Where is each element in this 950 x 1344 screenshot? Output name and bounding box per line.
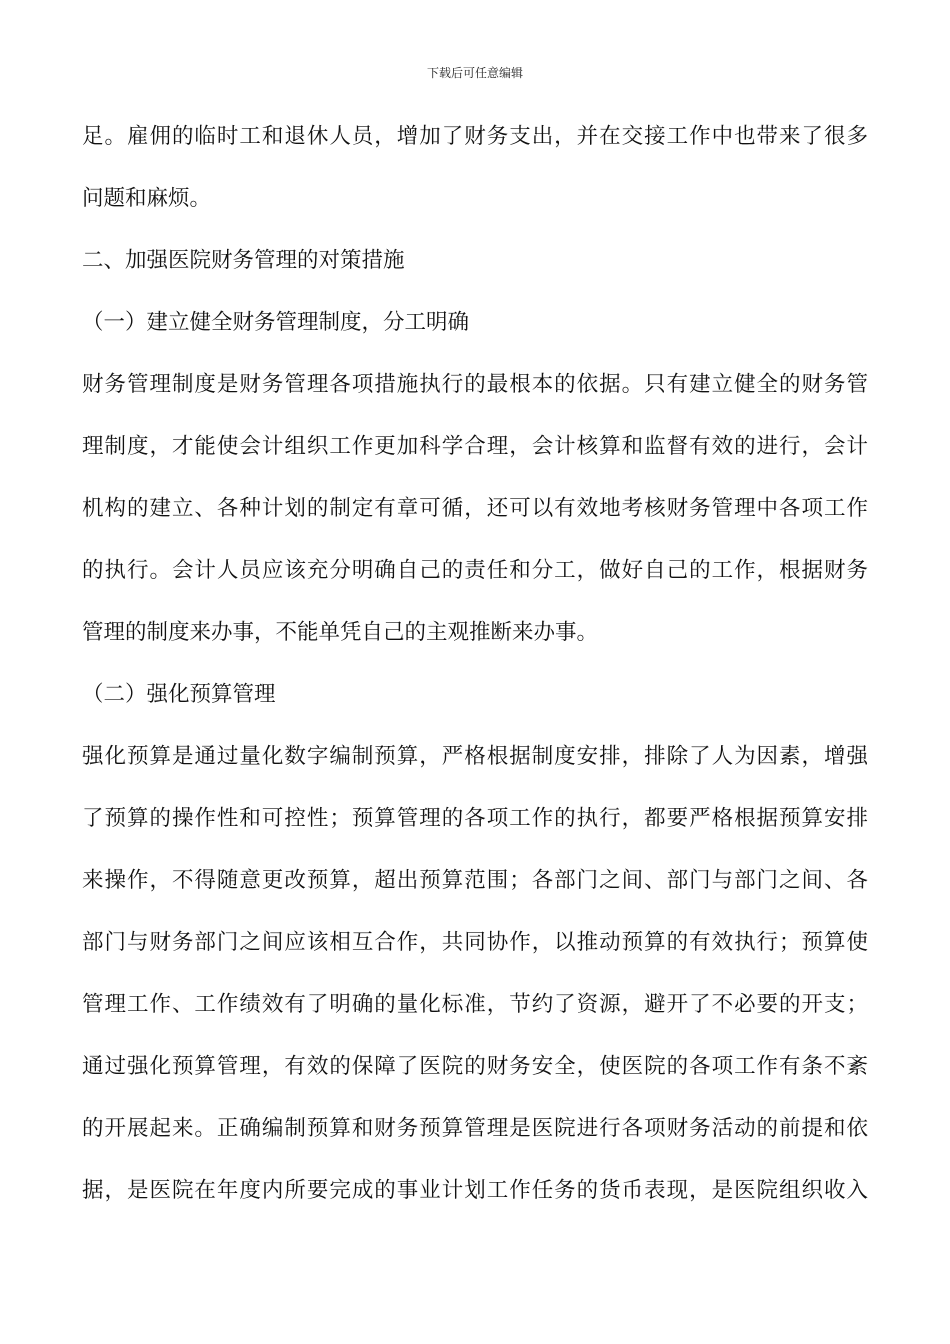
text-line: 了预算的操作性和可控性；预算管理的各项工作的执行，都要严格根据预算安排 [82, 806, 868, 831]
text-line: 理制度，才能使会计组织工作更加科学合理，会计核算和监督有效的进行，会计 [82, 434, 868, 459]
page-header: 下载后可任意编辑 [426, 66, 523, 80]
text-line: 足。雇佣的临时工和退休人员，增加了财务支出，并在交接工作中也带来了很多 [82, 124, 868, 149]
subsection-heading: （二）强化预算管理 [82, 682, 276, 707]
text-line: 据，是医院在年度内所要完成的事业计划工作任务的货币表现，是医院组织收入 [82, 1178, 868, 1203]
text-line: 的开展起来。正确编制预算和财务预算管理是医院进行各项财务活动的前提和依 [82, 1116, 868, 1141]
document-body [82, 106, 868, 1222]
text-line: 强化预算是通过量化数字编制预算，严格根据制度安排，排除了人为因素，增强 [82, 744, 868, 769]
text-line: 的执行。会计人员应该充分明确自己的责任和分工，做好自己的工作，根据财务 [82, 558, 868, 583]
text-line: 通过强化预算管理，有效的保障了医院的财务安全，使医院的各项工作有条不紊 [82, 1054, 868, 1079]
text-line: 财务管理制度是财务管理各项措施执行的最根本的依据。只有建立健全的财务管 [82, 372, 868, 397]
text-line: 机构的建立、各种计划的制定有章可循，还可以有效地考核财务管理中各项工作 [82, 496, 868, 521]
text-line: 来操作，不得随意更改预算，超出预算范围；各部门之间、部门与部门之间、各 [82, 868, 868, 893]
subsection-heading: （一）建立健全财务管理制度，分工明确 [82, 310, 470, 335]
section-heading: 二、加强医院财务管理的对策措施 [82, 248, 405, 273]
text-line: 部门与财务部门之间应该相互合作，共同协作，以推动预算的有效执行；预算使 [82, 930, 868, 955]
text-line: 管理工作、工作绩效有了明确的量化标准，节约了资源，避开了不必要的开支； [82, 992, 868, 1017]
text-line: 管理的制度来办事，不能单凭自己的主观推断来办事。 [82, 620, 599, 645]
text-line: 问题和麻烦。 [82, 186, 212, 211]
